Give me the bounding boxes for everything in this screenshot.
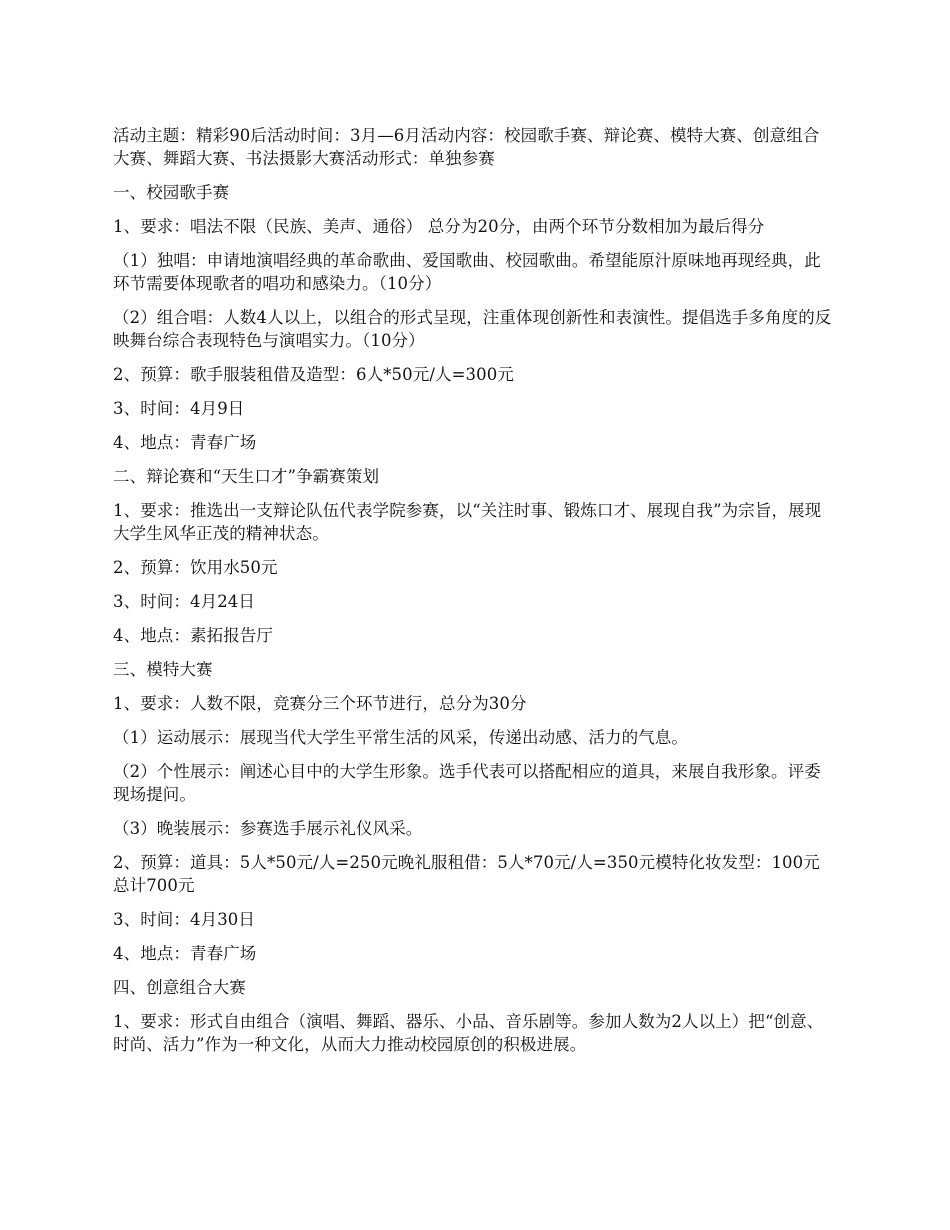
section-heading-model-contest: 三、模特大赛: [113, 660, 213, 679]
section-heading-debate: 二、辩论赛和“天生口才”争霸赛策划: [113, 467, 380, 486]
creative-requirements-paragraph: 1、要求：形式自由组合（演唱、舞蹈、器乐、小品、音乐剧等。参加人数为2人以上）把“创意、时尚、活力”作为一种文化，从而大力推动校园原创的积极进展。: [113, 1012, 824, 1054]
singer-requirements-paragraph: 1、要求：唱法不限（民族、美声、通俗） 总分为20分，由两个环节分数相加为最后得分: [113, 217, 765, 236]
singer-group-paragraph: （2）组合唱：人数4人以上，以组合的形式呈现，注重体现创新性和表演性。提倡选手多角度的反映舞台综合表现特色与演唱实力。（10分）: [113, 308, 832, 350]
section-heading-singer-contest: 一、校园歌手赛: [113, 183, 230, 202]
debate-time-paragraph: 3、时间：4月24日: [113, 592, 255, 611]
debate-location-paragraph: 4、地点：素拓报告厅: [113, 626, 273, 645]
singer-location-paragraph: 4、地点：青春广场: [113, 433, 257, 452]
model-evening-show-paragraph: （3）晚装展示：参赛选手展示礼仪风采。: [113, 819, 423, 838]
document-body: [113, 124, 833, 1067]
model-time-paragraph: 3、时间：4月30日: [113, 910, 255, 929]
debate-requirements-paragraph: 1、要求：推选出一支辩论队伍代表学院参赛，以“关注时事、锻炼口才、展现自我”为宗旨，展现大学生风华正茂的精神状态。: [113, 501, 822, 543]
singer-budget-paragraph: 2、预算：歌手服装租借及造型：6人*50元/人=300元: [113, 365, 514, 384]
model-personality-show-paragraph: （2）个性展示：阐述心目中的大学生形象。选手代表可以搭配相应的道具，来展自我形象。评委现场提问。: [113, 762, 821, 804]
event-overview-paragraph: 活动主题：精彩90后活动时间：3月—6月活动内容：校园歌手赛、辩论赛、模特大赛、创意组合大赛、舞蹈大赛、书法摄影大赛活动形式：单独参赛: [113, 126, 820, 168]
singer-time-paragraph: 3、时间：4月9日: [113, 399, 245, 418]
singer-solo-paragraph: （1）独唱：申请地演唱经典的革命歌曲、爱国歌曲、校园歌曲。希望能原汁原味地再现经典，此环节需要体现歌者的唱功和感染力。（10分）: [113, 251, 821, 293]
debate-budget-paragraph: 2、预算：饮用水50元: [113, 558, 278, 577]
model-location-paragraph: 4、地点：青春广场: [113, 944, 257, 963]
model-sport-show-paragraph: （1）运动展示：展现当代大学生平常生活的风采，传递出动感、活力的气息。: [113, 728, 688, 747]
model-budget-paragraph: 2、预算：道具：5人*50元/人=250元晚礼服租借：5人*70元/人=350元模特化妆发型：100元总计700元: [113, 853, 820, 895]
section-heading-creative-combo: 四、创意组合大赛: [113, 978, 246, 997]
model-requirements-paragraph: 1、要求：人数不限，竞赛分三个环节进行，总分为30分: [113, 694, 527, 713]
